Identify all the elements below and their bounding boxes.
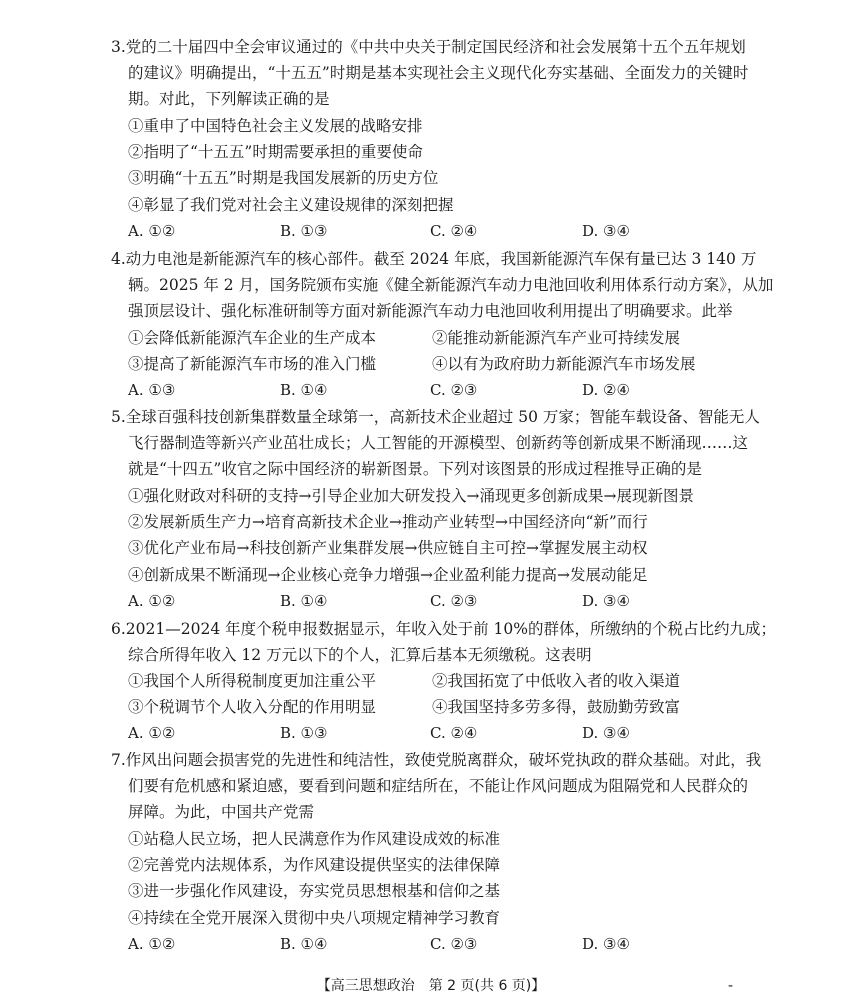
question-6-choice-b: B. ①③ [280, 724, 328, 742]
question-5-choice-c: C. ②③ [430, 592, 478, 610]
question-6-stem-line-1: 6.2021—2024 年度个税申报数据显示，年收入处于前 10%的群体，所缴纳的个税占比约九成； [111, 620, 776, 638]
question-5-item-4: ④创新成果不断涌现→企业核心竞争力增强→企业盈利能力提高→发展动能足 [128, 566, 648, 584]
question-7-choice-c: C. ②③ [430, 935, 478, 953]
question-7-item-3: ③进一步强化作风建设，夯实党员思想根基和信仰之基 [128, 882, 501, 900]
question-5-stem-line-3: 就是“十四五”收官之际中国经济的崭新图景。下列对该图景的形成过程推导正确的是 [128, 460, 702, 478]
question-5-choice-b: B. ①④ [280, 592, 328, 610]
question-3-choice-b: B. ①③ [280, 222, 328, 240]
question-3-choice-d: D. ③④ [582, 222, 630, 240]
question-3-stem-line-3: 期。对此，下列解读正确的是 [128, 90, 330, 108]
question-5-item-2: ②发展新质生产力→培育高新技术企业→推动产业转型→中国经济向“新”而行 [128, 513, 648, 531]
question-4-choice-d: D. ②④ [582, 381, 630, 399]
question-3-choice-a: A. ①② [128, 222, 176, 240]
question-5-stem-line-1: 5.全球百强科技创新集群数量全球第一，高新技术企业超过 50 万家；智能车载设备、智能无人 [111, 408, 760, 426]
question-7-stem-line-3: 屏障。为此，中国共产党需 [128, 803, 315, 821]
question-3-item-1: ①重申了中国特色社会主义发展的战略安排 [128, 117, 423, 135]
question-3-item-2: ②指明了“十五五”时期需要承担的重要使命 [128, 143, 423, 161]
question-6-choice-a: A. ①② [128, 724, 176, 742]
question-6-choice-d: D. ③④ [582, 724, 630, 742]
question-7-item-1: ①站稳人民立场，把人民满意作为作风建设成效的标准 [128, 830, 501, 848]
question-6-stem-line-2: 综合所得年收入 12 万元以下的个人，汇算后基本无须缴税。这表明 [128, 646, 592, 664]
question-4-choice-a: A. ①③ [128, 381, 176, 399]
question-3-item-3: ③明确“十五五”时期是我国发展新的历史方位 [128, 169, 439, 187]
footer-mark: - [728, 978, 734, 994]
question-5-choice-d: D. ③④ [582, 592, 630, 610]
question-5-choice-a: A. ①② [128, 592, 176, 610]
question-7-item-4: ④持续在全党开展深入贯彻中央八项规定精神学习教育 [128, 909, 501, 927]
question-4-stem-line-1: 4.动力电池是新能源汽车的核心部件。截至 2024 年底，我国新能源汽车保有量已达 3 140 万 [111, 250, 757, 268]
question-5-stem-line-2: 飞行器制造等新兴产业茁壮成长；人工智能的开源模型、创新药等创新成果不断涌现……这 [128, 434, 749, 452]
question-3-stem-line-2: 的建议》明确提出，“十五五”时期是基本实现社会主义现代化夯实基础、全面发力的关键时 [128, 64, 749, 82]
question-7-stem-line-2: 们要有危机感和紧迫感，要看到问题和症结所在，不能让作风问题成为阻隔党和人民群众的 [128, 777, 749, 795]
question-7-choice-b: B. ①④ [280, 935, 328, 953]
question-4-stem-line-3: 强顶层设计、强化标准研制等方面对新能源汽车动力电池回收利用提出了明确要求。此举 [128, 302, 733, 320]
question-4-item-4: ④以有为政府助力新能源汽车市场发展 [432, 355, 696, 373]
question-4-choice-c: C. ②③ [430, 381, 478, 399]
question-6-item-3: ③个税调节个人收入分配的作用明显 [128, 698, 377, 716]
question-6-choice-c: C. ②④ [430, 724, 478, 742]
question-3-stem-line-1: 3.党的二十届四中全会审议通过的《中共中央关于制定国民经济和社会发展第十五个五年规划 [111, 38, 746, 56]
footer-text: 【高三思想政治 第 2 页(共 6 页)】 [316, 978, 546, 994]
question-4-item-2: ②能推动新能源汽车产业可持续发展 [432, 329, 681, 347]
question-3-choice-c: C. ②④ [430, 222, 478, 240]
question-4-stem-line-2: 辆。2025 年 2 月，国务院颁布实施《健全新能源汽车动力电池回收利用体系行动方案》，从加 [128, 276, 774, 294]
question-3-item-4: ④彰显了我们党对社会主义建设规律的深刻把握 [128, 196, 454, 214]
question-7-choice-a: A. ①② [128, 935, 176, 953]
question-7-choice-d: D. ③④ [582, 935, 630, 953]
question-6-item-4: ④我国坚持多劳多得，鼓励勤劳致富 [432, 698, 681, 716]
question-6-item-1: ①我国个人所得税制度更加注重公平 [128, 672, 377, 690]
question-4-choice-b: B. ①④ [280, 381, 328, 399]
page-footer [0, 976, 842, 996]
question-5-item-1: ①强化财政对科研的支持→引导企业加大研发投入→涌现更多创新成果→展现新图景 [128, 487, 694, 505]
question-7-item-2: ②完善党内法规体系，为作风建设提供坚实的法律保障 [128, 856, 501, 874]
question-5-item-3: ③优化产业布局→科技创新产业集群发展→供应链自主可控→掌握发展主动权 [128, 539, 648, 557]
question-6-item-2: ②我国拓宽了中低收入者的收入渠道 [432, 672, 681, 690]
question-4-item-3: ③提高了新能源汽车市场的准入门槛 [128, 355, 377, 373]
question-7-stem-line-1: 7.作风出问题会损害党的先进性和纯洁性，致使党脱离群众，破坏党执政的群众基础。对此，我 [111, 751, 762, 769]
question-4-item-1: ①会降低新能源汽车企业的生产成本 [128, 329, 377, 347]
